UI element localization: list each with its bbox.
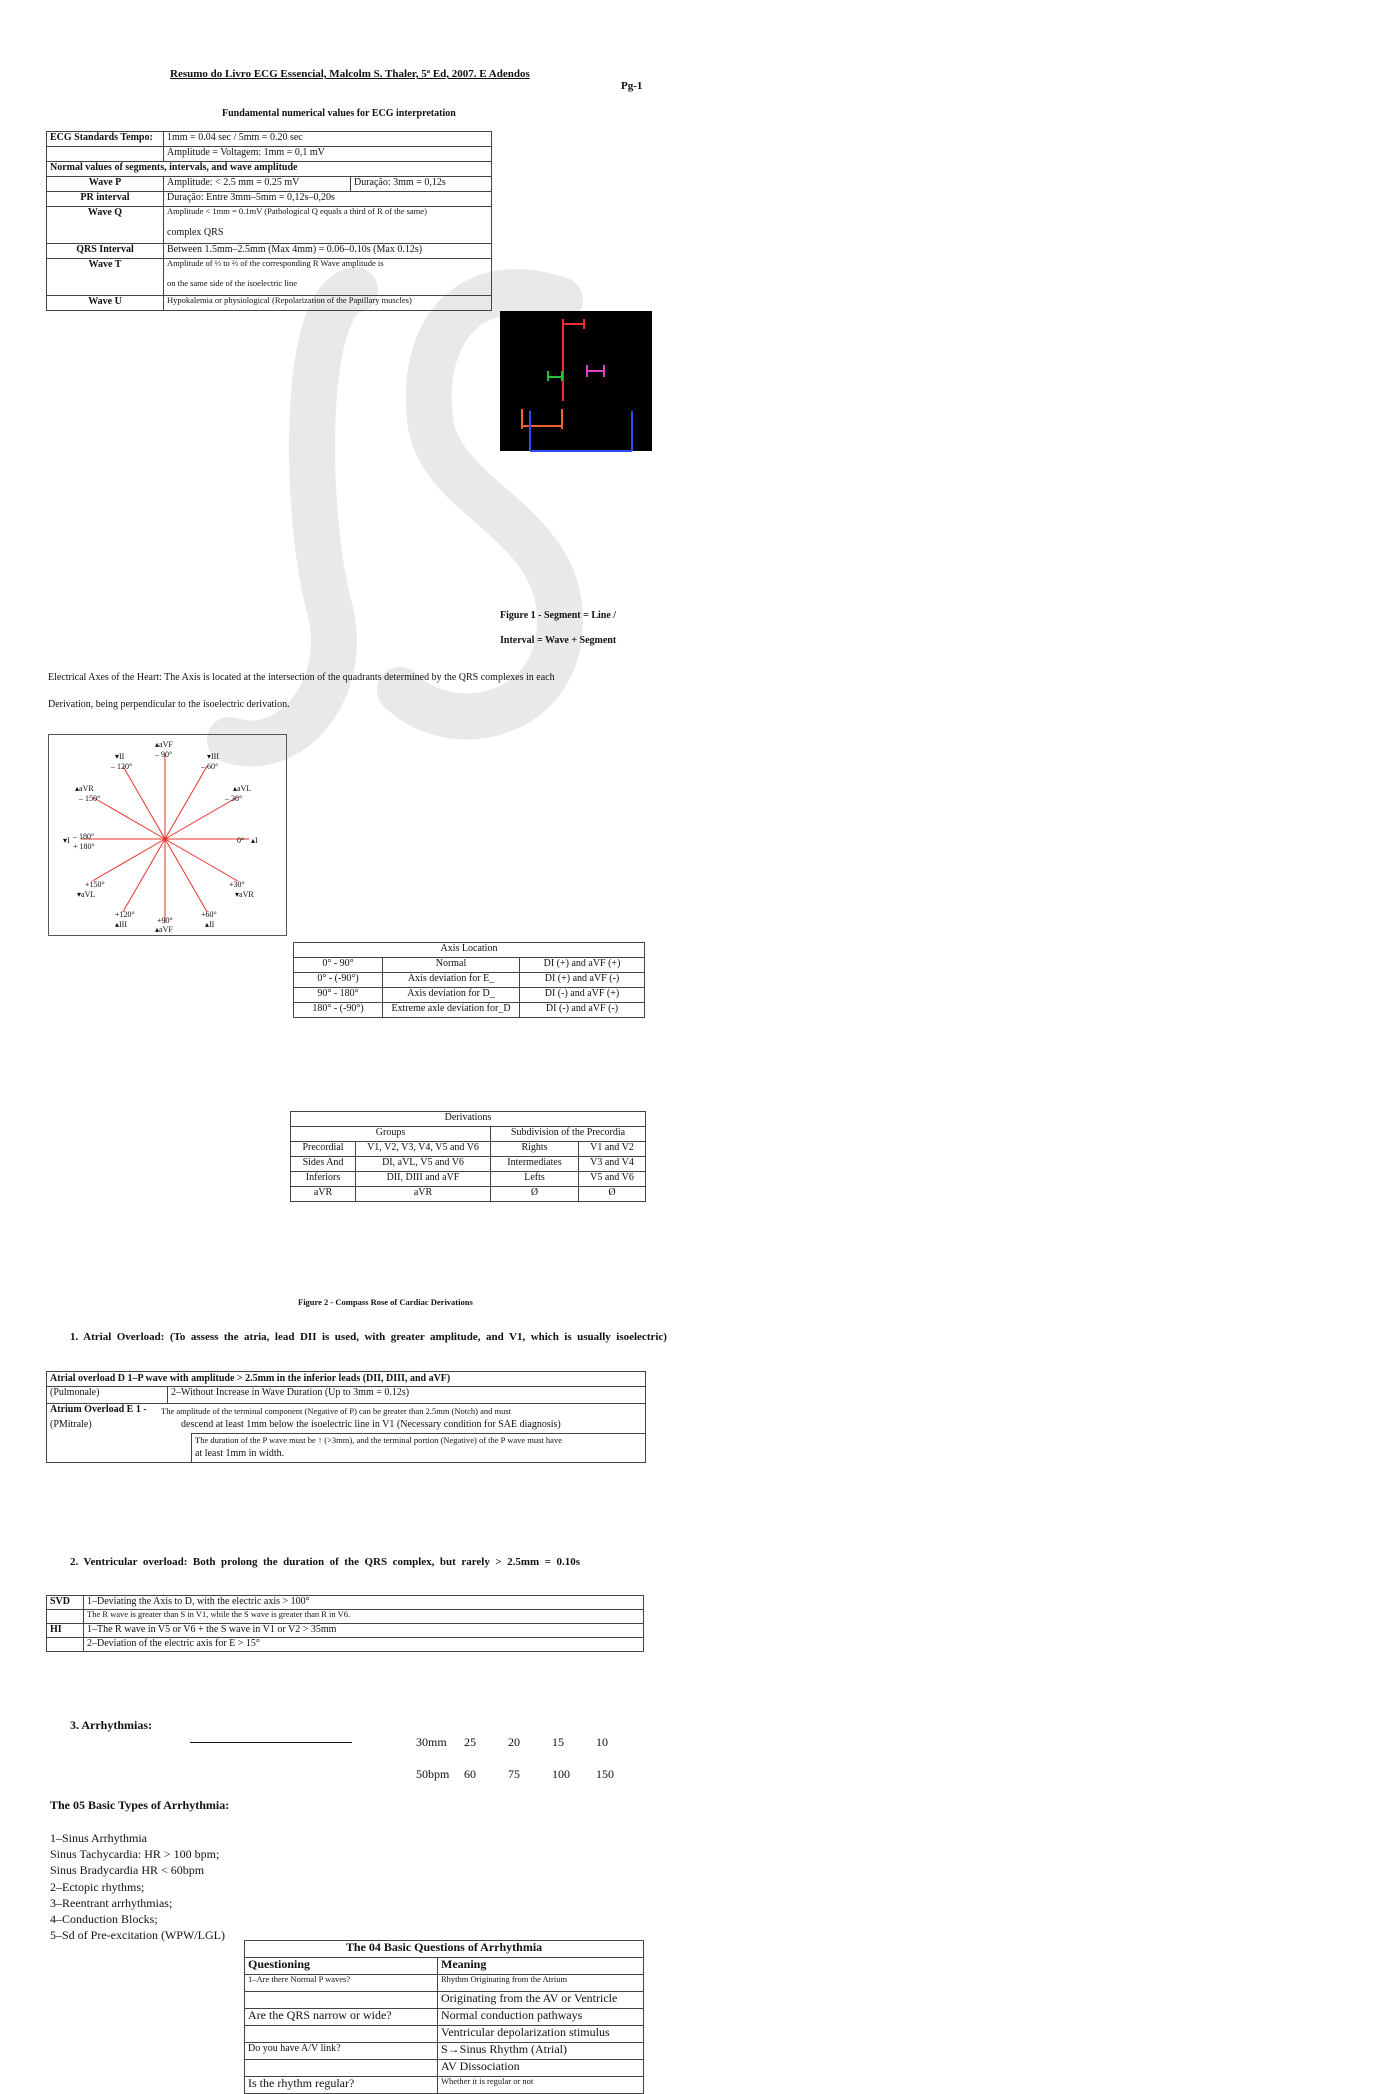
standards-label: ECG Standards Tempo: [47, 132, 164, 147]
bpm-label: 50bpm [416, 1767, 450, 1781]
label-minus60: – 60° [201, 762, 219, 771]
bpm-val: 100 [552, 1767, 570, 1781]
mm-val: 15 [552, 1735, 564, 1749]
row-name: Wave P [47, 177, 164, 192]
axis-range: 0° - (-90°) [294, 973, 383, 988]
atrial-row2b: 2–Without Increase in Wave Duration (Up to 3mm = 0.12s) [171, 1387, 410, 1398]
label-plus150: +150° [85, 880, 105, 889]
label-avr-l: ▴aVR [75, 784, 94, 793]
row-name: Wave Q [47, 207, 164, 244]
derivations-title: Derivations [291, 1112, 646, 1127]
label-avr-r: ▾aVR [235, 890, 254, 899]
atrial-row3a: Atrium Overload E 1 - [50, 1404, 147, 1415]
bpm-val: 60 [464, 1767, 476, 1781]
deriv-leads: DII, DIII and aVF [356, 1172, 491, 1187]
axis-leads: DI (+) and aVF (-) [520, 973, 645, 988]
bpm-val: 150 [596, 1767, 614, 1781]
label-iii-tr: ▾III [207, 752, 220, 761]
deriv-sub-leads: V5 and V6 [579, 1172, 646, 1187]
deriv-group: Precordial [291, 1142, 356, 1157]
deriv-leads: aVR [356, 1187, 491, 1202]
label-iii-bl: ▴III [115, 920, 128, 929]
derivations-subdivision: Subdivision of the Precordia [491, 1127, 646, 1142]
atrial-row6: at least 1mm in width. [195, 1448, 285, 1459]
deriv-sub-leads: V1 and V2 [579, 1142, 646, 1157]
meaning: Whether it is regular or not [438, 2077, 644, 2094]
axis-leads: DI (-) and aVF (-) [520, 1003, 645, 1018]
mm-val: 10 [596, 1735, 608, 1749]
label-minus120: – 120° [111, 762, 133, 771]
document-title: Resumo do Livro ECG Essencial, Malcolm S. Thaler, 5ª Ed, 2007. E Adendos [170, 68, 530, 80]
atrial-row1: Atrial overload D 1–P wave with amplitude > 2.5mm in the inferior leads (DII, DIII, and aVF) [50, 1373, 451, 1384]
question: Is the rhythm regular? [245, 2077, 438, 2094]
list-item: 5–Sd of Pre-excitation (WPW/LGL) [50, 1928, 225, 1943]
deriv-sub: Rights [491, 1142, 579, 1157]
row-value: Between 1.5mm–2.5mm (Max 4mm) = 0.06–0.10s (Max 0.12s) [164, 244, 492, 259]
list-item: 4–Conduction Blocks; [50, 1912, 158, 1927]
axis-location-table [293, 942, 645, 1018]
arrhythmias-line [190, 1742, 352, 1743]
label-minus180: – 180° [73, 832, 95, 841]
question: Are the QRS narrow or wide? [245, 2009, 438, 2026]
meaning: AV Dissociation [438, 2060, 644, 2077]
row-value: Amplitude of ⅓ to ⅔ of the corresponding R Wave amplitude is [167, 258, 384, 268]
label-avf-b: ▴aVF [155, 925, 173, 934]
label-avf-top: ▴aVF [155, 740, 173, 749]
row-value: Amplitude < 1mm = 0.1mV (Pathological Q equals a third of R of the same) [167, 206, 427, 216]
page-number: Pg-1 [621, 80, 643, 92]
atrial-overload-block [46, 1371, 646, 1463]
question [245, 1992, 438, 2009]
question: 1–Are there Normal P waves? [245, 1975, 438, 1992]
axis-range: 180° - (-90°) [294, 1003, 383, 1018]
atrial-row2a: (Pulmonale) [50, 1387, 100, 1398]
figure2-caption: Figure 2 - Compass Rose of Cardiac Derivations [298, 1297, 473, 1307]
row-name: Wave T [47, 259, 164, 296]
list-item: 3–Reentrant arrhythmias; [50, 1895, 173, 1910]
standards-amplitude: Amplitude = Voltagem: 1mm = 0,1 mV [164, 147, 492, 162]
deriv-sub: Ø [491, 1187, 579, 1202]
question: Do you have A/V link? [245, 2043, 438, 2060]
row-value2: complex QRS [167, 226, 224, 238]
atrial-row5: The duration of the P wave must be ↑ (>3mm), and the terminal portion (Negative) of the P wave must have [195, 1435, 562, 1445]
axis-leads: DI (+) and aVF (+) [520, 958, 645, 973]
segment-interval-figure [500, 311, 652, 451]
list-item: 1–Sinus Arrhythmia [50, 1831, 148, 1845]
label-i-l: ▾I [63, 836, 70, 845]
svd-row1: 1–Deviating the Axis to D, with the electric axis > 100° [84, 1596, 644, 1610]
label-plus90: +90° [157, 916, 173, 925]
types-list [50, 1830, 818, 1943]
compass-rose [48, 734, 287, 936]
hi-row1: 1–The R wave in V5 or V6 + the S wave in V1 or V2 > 35mm [84, 1624, 644, 1638]
label-i-r: ▴I [251, 836, 258, 845]
question [245, 2026, 438, 2043]
meaning: Originating from the AV or Ventricle [438, 1992, 644, 2009]
deriv-sub-leads: Ø [579, 1187, 646, 1202]
atrial-row3b: The amplitude of the terminal component (Negative of P) can be greater than 2.5mm (Notch) and must [161, 1406, 512, 1416]
mm-label: 30mm [416, 1735, 447, 1749]
ventricular-overload-heading: 2. Ventricular overload: Both prolong the duration of the QRS complex, but rarely > 2.5mm = 0.10s [70, 1556, 580, 1568]
axis-meaning: Normal [383, 958, 520, 973]
deriv-group: aVR [291, 1187, 356, 1202]
ventricular-table [46, 1595, 644, 1652]
atrial-row4a: (PMitrale) [50, 1419, 92, 1430]
normal-values-header: Normal values of segments, intervals, and wave amplitude [47, 162, 492, 177]
meaning: S→Sinus Rhythm (Atrial) [438, 2043, 644, 2060]
label-minus150: – 150° [79, 794, 101, 803]
axis-range: 0° - 90° [294, 958, 383, 973]
atrial-overload-heading: 1. Atrial Overload: (To assess the atria, lead DII is used, with greater amplitude, and V1, which is usually isoelectric) [70, 1331, 667, 1343]
label-plus30: +30° [229, 880, 245, 889]
arrhythmias-heading: 3. Arrhythmias: [70, 1718, 152, 1732]
types-title: The 05 Basic Types of Arrhythmia: [50, 1798, 230, 1812]
label-plus180: + 180° [73, 842, 95, 851]
label-ii-tl: ▾II [115, 752, 125, 761]
figure1-caption-line1: Figure 1 - Segment = Line / [500, 610, 617, 621]
row-value: Hypokalemia or physiological (Repolarization of the Papillary muscles) [164, 296, 492, 311]
svd-row2: The R wave is greater than S in V1, while the S wave is greater than R in V6. [84, 1610, 644, 1624]
label-minus90: – 90° [155, 750, 173, 759]
derivations-table [290, 1111, 646, 1202]
hi-row2: 2–Deviation of the electric axis for E > 15° [84, 1638, 644, 1652]
bpm-val: 75 [508, 1767, 520, 1781]
axis-leads: DI (-) and aVF (+) [520, 988, 645, 1003]
label-minus30: – 30° [225, 794, 243, 803]
figure1-caption-line2: Interval = Wave + Segment [500, 635, 617, 646]
axis-meaning: Axis deviation for D_ [383, 988, 520, 1003]
ecg-standards-table [46, 131, 492, 311]
meaning: Ventricular depolarization stimulus [438, 2026, 644, 2043]
row-value2: on the same side of the isoelectric line [167, 277, 298, 288]
meaning: Normal conduction pathways [438, 2009, 644, 2026]
row-extra: Duração: 3mm = 0,12s [351, 177, 492, 192]
deriv-sub-leads: V3 and V4 [579, 1157, 646, 1172]
axes-text-line2: Derivation, being perpendicular to the isoelectric derivation. [48, 699, 290, 710]
deriv-sub: Lefts [491, 1172, 579, 1187]
axis-location-title: Axis Location [294, 943, 645, 958]
deriv-group: Sides And [291, 1157, 356, 1172]
document-subtitle: Fundamental numerical values for ECG interpretation [222, 108, 456, 119]
row-name: PR interval [47, 192, 164, 207]
questions-table [244, 1940, 644, 2094]
mm-val: 20 [508, 1735, 520, 1749]
deriv-leads: DI, aVL, V5 and V6 [356, 1157, 491, 1172]
axes-text-line1: Electrical Axes of the Heart: The Axis is located at the intersection of the quadrants determined by the QRS complexes in each [48, 672, 555, 683]
deriv-group: Inferiors [291, 1172, 356, 1187]
axis-range: 90° - 180° [294, 988, 383, 1003]
question [245, 2060, 438, 2077]
row-name: Wave U [47, 296, 164, 311]
list-item: 2–Ectopic rhythms; [50, 1879, 145, 1894]
label-plus120: +120° [115, 910, 135, 919]
meaning: Rhythm Originating from the Atrium [438, 1975, 644, 1992]
row-value: Amplitude: < 2.5 mm = 0.25 mV [164, 177, 351, 192]
row-name: QRS Interval [47, 244, 164, 259]
row-value: Duração: Entre 3mm–5mm = 0,12s–0,20s [164, 192, 492, 207]
deriv-sub: Intermediates [491, 1157, 579, 1172]
atrial-row4b: descend at least 1mm below the isoelectric line in V1 (Necessary condition for SAE diagnosis) [181, 1419, 561, 1430]
standards-time: 1mm = 0.04 sec / 5mm = 0.20 sec [164, 132, 492, 147]
hi-label: HI [47, 1624, 84, 1638]
mm-row [416, 1735, 1184, 1750]
axis-meaning: Axis deviation for E_ [383, 973, 520, 988]
svd-label: SVD [47, 1596, 84, 1610]
deriv-leads: V1, V2, V3, V4, V5 and V6 [356, 1142, 491, 1157]
axis-meaning: Extreme axle deviation for_D [383, 1003, 520, 1018]
label-ii-br: ▴II [205, 920, 215, 929]
derivations-groups: Groups [291, 1127, 491, 1142]
mm-val: 25 [464, 1735, 476, 1749]
label-zero: 0° [237, 836, 245, 845]
list-item: Sinus Tachycardia: HR > 100 bpm; [50, 1847, 220, 1862]
list-item: Sinus Bradycardia HR < 60bpm [50, 1863, 205, 1878]
questions-header-q: Questioning [245, 1958, 438, 1975]
label-avl-r: ▴aVL [233, 784, 252, 793]
bpm-row [416, 1767, 1184, 1782]
questions-header-m: Meaning [438, 1958, 644, 1975]
label-avl-l: ▾aVL [77, 890, 96, 899]
questions-title: The 04 Basic Questions of Arrhythmia [245, 1941, 644, 1958]
label-plus60: +60° [201, 910, 217, 919]
